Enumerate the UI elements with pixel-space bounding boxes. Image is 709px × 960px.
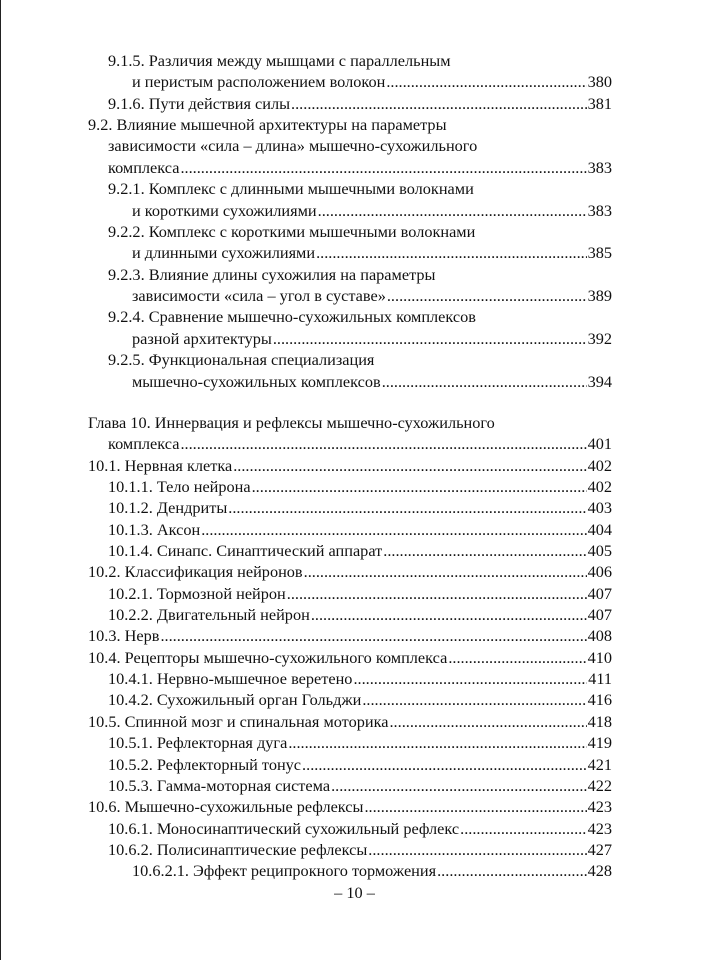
toc-entry[interactable]: 10.1.4. Синапс. Синаптический аппарат ..... 405 bbox=[108, 540, 612, 561]
toc-entry-text: 9.1.5. Различия между мышцами с параллельным bbox=[108, 51, 451, 70]
toc-entry[interactable]: зависимости «сила – угол в суставе» ..... 389 bbox=[132, 285, 612, 306]
page-number: 416 bbox=[587, 690, 612, 709]
toc-entry[interactable]: 10.1.3. Аксон ..... 404 bbox=[108, 519, 612, 540]
page-number: 408 bbox=[587, 626, 612, 645]
page-number: 402 bbox=[587, 456, 612, 475]
page-number: 411 bbox=[588, 669, 612, 688]
page-number: 407 bbox=[587, 584, 612, 603]
toc-entry[interactable]: 10.6. Мышечно-сухожильные рефлексы ..... 423 bbox=[88, 796, 612, 817]
page-number: 407 bbox=[587, 605, 612, 624]
page-number: 419 bbox=[587, 733, 612, 752]
toc-entry[interactable]: 10.5.2. Рефлекторный тонус ..... 421 bbox=[108, 754, 612, 775]
toc-entry[interactable]: 10.2. Классификация нейронов ..... 406 bbox=[88, 561, 612, 582]
page-number: 392 bbox=[587, 329, 612, 348]
toc-entry[interactable]: мышечно-сухожильных комплексов ..... 394 bbox=[132, 371, 612, 392]
page-number: 422 bbox=[587, 776, 612, 795]
page-number: 383 bbox=[587, 201, 612, 220]
toc-entry[interactable]: разной архитектуры ..... 392 bbox=[132, 328, 612, 349]
toc-entry-text: 9.2.5. Функциональная специализация bbox=[108, 350, 375, 369]
toc-entry[interactable]: 10.1. Нервная клетка ..... 402 bbox=[88, 455, 612, 476]
toc-entry-text: 9.2.3. Влияние длины сухожилия на параметры bbox=[108, 265, 436, 284]
toc-entry[interactable]: 10.5. Спинной мозг и спинальная моторика ..... 418 bbox=[88, 711, 612, 732]
toc-entry[interactable]: 10.6.2. Полисинаптические рефлексы ..... 427 bbox=[108, 839, 612, 860]
page-number: 427 bbox=[587, 840, 612, 859]
toc-entry[interactable]: 10.4.2. Сухожильный орган Гольджи ..... 416 bbox=[108, 689, 612, 710]
toc-entry-text: зависимости «сила – длина» мышечно-сухожильного bbox=[108, 136, 478, 155]
toc-entry[interactable]: 10.1.1. Тело нейрона ..... 402 bbox=[108, 476, 612, 497]
page-footer-number: – 10 – bbox=[334, 883, 375, 902]
page-number: 394 bbox=[587, 372, 612, 391]
toc-entry-text: 9.2.1. Комплекс с длинными мышечными волокнами bbox=[108, 179, 474, 198]
toc-entry[interactable]: комплекса ..... 383 bbox=[108, 157, 612, 178]
toc-entry[interactable]: и короткими сухожилиями ..... 383 bbox=[132, 200, 612, 221]
page-number: 406 bbox=[587, 562, 612, 581]
page-number: 423 bbox=[587, 819, 612, 838]
page-number: 404 bbox=[587, 520, 612, 539]
page-number: 421 bbox=[587, 755, 612, 774]
chapter-heading: Глава 10. Иннервация и рефлексы мышечно-сухожильного bbox=[88, 413, 495, 432]
page-number: 428 bbox=[587, 861, 612, 880]
page-number: 402 bbox=[587, 477, 612, 496]
toc-entry[interactable]: 10.2.1. Тормозной нейрон ..... 407 bbox=[108, 583, 612, 604]
toc-entry[interactable]: комплекса ..... 401 bbox=[108, 433, 612, 454]
toc-entry[interactable]: и длинными сухожилиями ..... 385 bbox=[132, 242, 612, 263]
toc-entry[interactable]: 10.4. Рецепторы мышечно-сухожильного комплекса ..... 410 bbox=[88, 647, 612, 668]
page-number: 381 bbox=[587, 94, 612, 113]
toc-entry-text: 9.2.2. Комплекс с короткими мышечными волокнами bbox=[108, 222, 476, 241]
page-number: 405 bbox=[587, 541, 612, 560]
page-number: 410 bbox=[587, 648, 612, 667]
toc-entry[interactable]: 10.6.2.1. Эффект реципрокного торможения ..... 428 bbox=[132, 860, 612, 881]
toc-entry[interactable]: 10.2.2. Двигательный нейрон ..... 407 bbox=[108, 604, 612, 625]
page-number: 401 bbox=[587, 434, 612, 453]
toc-entry-text: 9.2. Влияние мышечной архитектуры на параметры bbox=[88, 115, 447, 134]
toc-entry[interactable]: и перистым расположением волокон ..... 380 bbox=[132, 71, 612, 92]
toc-entry[interactable]: 10.3. Нерв ..... 408 bbox=[88, 625, 612, 646]
toc-entry[interactable]: 10.5.1. Рефлекторная дуга ..... 419 bbox=[108, 732, 612, 753]
toc-entry-text: 9.2.4. Сравнение мышечно-сухожильных комплексов bbox=[108, 307, 476, 326]
toc-entry[interactable]: 10.1.2. Дендриты ..... 403 bbox=[108, 497, 612, 518]
page-number: 389 bbox=[587, 286, 612, 305]
page-number: 380 bbox=[587, 72, 612, 91]
toc-entry[interactable]: 9.1.6. Пути действия силы ..... 381 bbox=[108, 93, 612, 114]
page-number: 403 bbox=[587, 498, 612, 517]
toc-entry[interactable]: 10.6.1. Моносинаптический сухожильный рефлекс ..... 423 bbox=[108, 818, 612, 839]
page-number: 418 bbox=[587, 712, 612, 731]
toc-entry[interactable]: 10.5.3. Гамма-моторная система ..... 422 bbox=[108, 775, 612, 796]
page-number: 423 bbox=[587, 797, 612, 816]
page-number: 383 bbox=[587, 158, 612, 177]
page-number: 385 bbox=[587, 243, 612, 262]
toc-entry[interactable]: 10.4.1. Нервно-мышечное веретено ..... 411 bbox=[108, 668, 612, 689]
